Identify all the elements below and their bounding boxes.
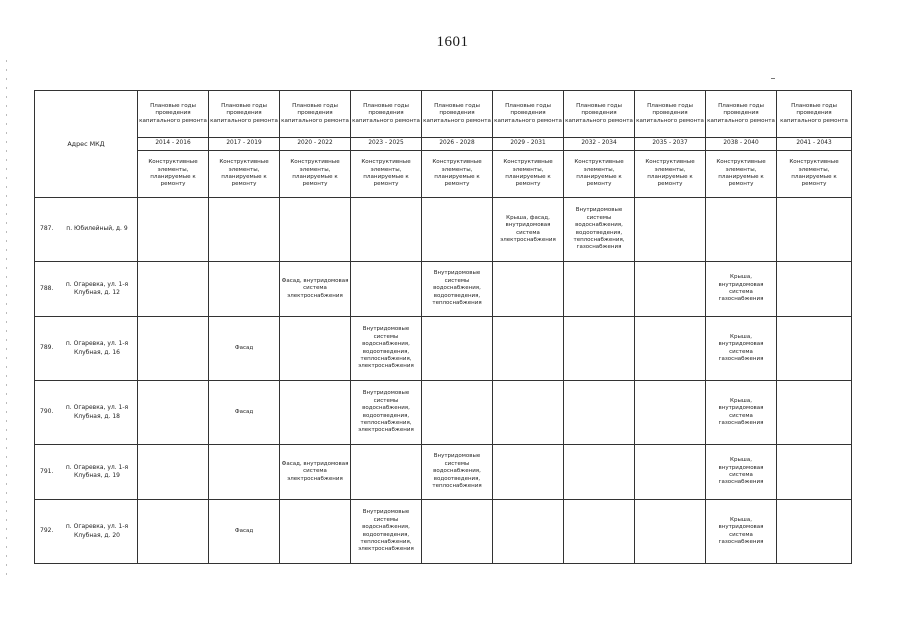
repair-work-cell <box>138 381 209 445</box>
repair-work-cell: Внутридомовые системы водоснабжения, водоотведения, теплоснабжения, газоснабжения <box>564 198 635 262</box>
building-address: п. Огаревка, ул. 1-я Клубная, д. 19 <box>65 463 129 479</box>
repair-work-cell <box>280 317 351 381</box>
repair-work-cell <box>564 381 635 445</box>
row-number: 788. <box>40 284 54 292</box>
capital-repair-schedule-table <box>34 90 852 564</box>
repair-work-cell <box>422 198 493 262</box>
repair-work-cell <box>351 262 422 317</box>
row-number: 791. <box>40 467 54 475</box>
period-header: 2032 - 2034 <box>564 138 635 151</box>
repair-work-cell <box>209 445 280 500</box>
repair-work-cell: Крыша, внутридомовая система газоснабжения <box>706 381 777 445</box>
period-header: 2026 - 2028 <box>422 138 493 151</box>
repair-work-cell <box>209 198 280 262</box>
repair-work-cell <box>422 381 493 445</box>
elements-header: Конструктивные элементы, планируемые к ремонту <box>635 151 706 198</box>
repair-work-cell: Внутридомовые системы водоснабжения, водоотведения, теплоснабжения, электроснабжения <box>351 317 422 381</box>
table-row <box>35 198 852 262</box>
header-row-planned <box>35 91 852 138</box>
repair-work-cell <box>635 262 706 317</box>
address-cell <box>35 317 138 381</box>
repair-work-cell <box>635 381 706 445</box>
repair-work-cell <box>138 445 209 500</box>
elements-header: Конструктивные элементы, планируемые к ремонту <box>706 151 777 198</box>
repair-work-cell <box>564 445 635 500</box>
repair-work-cell <box>706 198 777 262</box>
elements-header: Конструктивные элементы, планируемые к ремонту <box>138 151 209 198</box>
period-header: 2035 - 2037 <box>635 138 706 151</box>
repair-work-cell <box>635 500 706 564</box>
repair-work-cell <box>209 262 280 317</box>
repair-work-cell <box>422 317 493 381</box>
address-cell <box>35 445 138 500</box>
table-row <box>35 262 852 317</box>
scan-mark <box>771 78 775 79</box>
repair-work-cell: Фасад <box>209 317 280 381</box>
repair-work-cell: Крыша, внутридомовая система газоснабжения <box>706 262 777 317</box>
repair-work-cell <box>280 381 351 445</box>
repair-work-cell <box>280 198 351 262</box>
repair-work-cell: Крыша, внутридомовая система газоснабжения <box>706 500 777 564</box>
planned-years-header: Плановые годы проведения капитального ремонта <box>706 91 777 138</box>
repair-work-cell: Фасад <box>209 500 280 564</box>
repair-work-cell <box>635 198 706 262</box>
planned-years-header: Плановые годы проведения капитального ремонта <box>493 91 564 138</box>
repair-work-cell <box>777 500 852 564</box>
repair-work-cell: Крыша, внутридомовая система газоснабжения <box>706 445 777 500</box>
planned-years-header: Плановые годы проведения капитального ремонта <box>280 91 351 138</box>
page-number: 1601 <box>436 34 469 50</box>
repair-work-cell <box>280 500 351 564</box>
repair-work-cell <box>493 445 564 500</box>
planned-years-header: Плановые годы проведения капитального ремонта <box>138 91 209 138</box>
planned-years-header: Плановые годы проведения капитального ремонта <box>351 91 422 138</box>
repair-work-cell <box>138 500 209 564</box>
repair-work-cell: Крыша, внутридомовая система газоснабжения <box>706 317 777 381</box>
repair-work-cell <box>138 317 209 381</box>
table-row <box>35 445 852 500</box>
period-header: 2014 - 2016 <box>138 138 209 151</box>
repair-work-cell <box>493 500 564 564</box>
repair-work-cell <box>777 198 852 262</box>
row-number: 787. <box>40 224 54 232</box>
repair-work-cell <box>635 445 706 500</box>
repair-work-cell: Внутридомовые системы водоснабжения, водоотведения, теплоснабжения <box>422 445 493 500</box>
repair-work-cell <box>138 198 209 262</box>
repair-work-cell <box>493 381 564 445</box>
row-number: 790. <box>40 408 54 416</box>
repair-work-cell <box>777 317 852 381</box>
elements-header: Конструктивные элементы, планируемые к ремонту <box>280 151 351 198</box>
planned-years-header: Плановые годы проведения капитального ремонта <box>777 91 852 138</box>
planned-years-header: Плановые годы проведения капитального ремонта <box>209 91 280 138</box>
address-column-header: Адрес МКД <box>35 91 138 198</box>
repair-work-cell <box>493 262 564 317</box>
period-header: 2041 - 2043 <box>777 138 852 151</box>
table-row <box>35 500 852 564</box>
repair-work-cell <box>564 317 635 381</box>
address-cell <box>35 381 138 445</box>
planned-years-header: Плановые годы проведения капитального ремонта <box>564 91 635 138</box>
repair-work-cell: Фасад <box>209 381 280 445</box>
period-header: 2023 - 2025 <box>351 138 422 151</box>
elements-header: Конструктивные элементы, планируемые к ремонту <box>564 151 635 198</box>
repair-work-cell: Фасад, внутридомовая система электроснабжения <box>280 445 351 500</box>
repair-work-cell <box>493 317 564 381</box>
table-row <box>35 381 852 445</box>
building-address: п. Юбилейный, д. 9 <box>66 224 128 232</box>
header-row-elements <box>35 151 852 198</box>
period-header: 2038 - 2040 <box>706 138 777 151</box>
repair-work-cell <box>777 262 852 317</box>
row-number: 792. <box>40 527 54 535</box>
address-cell <box>35 262 138 317</box>
repair-work-cell <box>777 445 852 500</box>
repair-work-cell: Внутридомовые системы водоснабжения, водоотведения, теплоснабжения <box>422 262 493 317</box>
building-address: п. Огаревка, ул. 1-я Клубная, д. 20 <box>65 523 129 539</box>
repair-work-cell <box>422 500 493 564</box>
table-row <box>35 317 852 381</box>
elements-header: Конструктивные элементы, планируемые к ремонту <box>493 151 564 198</box>
period-header: 2029 - 2031 <box>493 138 564 151</box>
address-cell <box>35 198 138 262</box>
repair-work-cell: Фасад, внутридомовая система электроснабжения <box>280 262 351 317</box>
repair-work-cell <box>564 262 635 317</box>
elements-header: Конструктивные элементы, планируемые к ремонту <box>777 151 852 198</box>
elements-header: Конструктивные элементы, планируемые к ремонту <box>422 151 493 198</box>
building-address: п. Огаревка, ул. 1-я Клубная, д. 12 <box>65 280 129 296</box>
period-header: 2020 - 2022 <box>280 138 351 151</box>
planned-years-header: Плановые годы проведения капитального ремонта <box>635 91 706 138</box>
repair-work-cell <box>635 317 706 381</box>
repair-work-cell: Внутридомовые системы водоснабжения, водоотведения, теплоснабжения, электроснабжения <box>351 381 422 445</box>
repair-work-cell: Внутридомовые системы водоснабжения, водоотведения, теплоснабжения, электроснабжения <box>351 500 422 564</box>
repair-work-cell <box>351 445 422 500</box>
planned-years-header: Плановые годы проведения капитального ремонта <box>422 91 493 138</box>
elements-header: Конструктивные элементы, планируемые к ремонту <box>209 151 280 198</box>
row-number: 789. <box>40 344 54 352</box>
address-cell <box>35 500 138 564</box>
repair-work-cell <box>138 262 209 317</box>
repair-work-cell <box>564 500 635 564</box>
repair-work-cell <box>777 381 852 445</box>
period-header: 2017 - 2019 <box>209 138 280 151</box>
repair-work-cell: Крыша, фасад, внутридомовая система электроснабжения <box>493 198 564 262</box>
building-address: п. Огаревка, ул. 1-я Клубная, д. 18 <box>65 404 129 420</box>
building-address: п. Огаревка, ул. 1-я Клубная, д. 16 <box>65 340 129 356</box>
repair-work-cell <box>351 198 422 262</box>
header-row-periods <box>35 138 852 151</box>
elements-header: Конструктивные элементы, планируемые к ремонту <box>351 151 422 198</box>
scan-edge-dots <box>6 60 7 580</box>
